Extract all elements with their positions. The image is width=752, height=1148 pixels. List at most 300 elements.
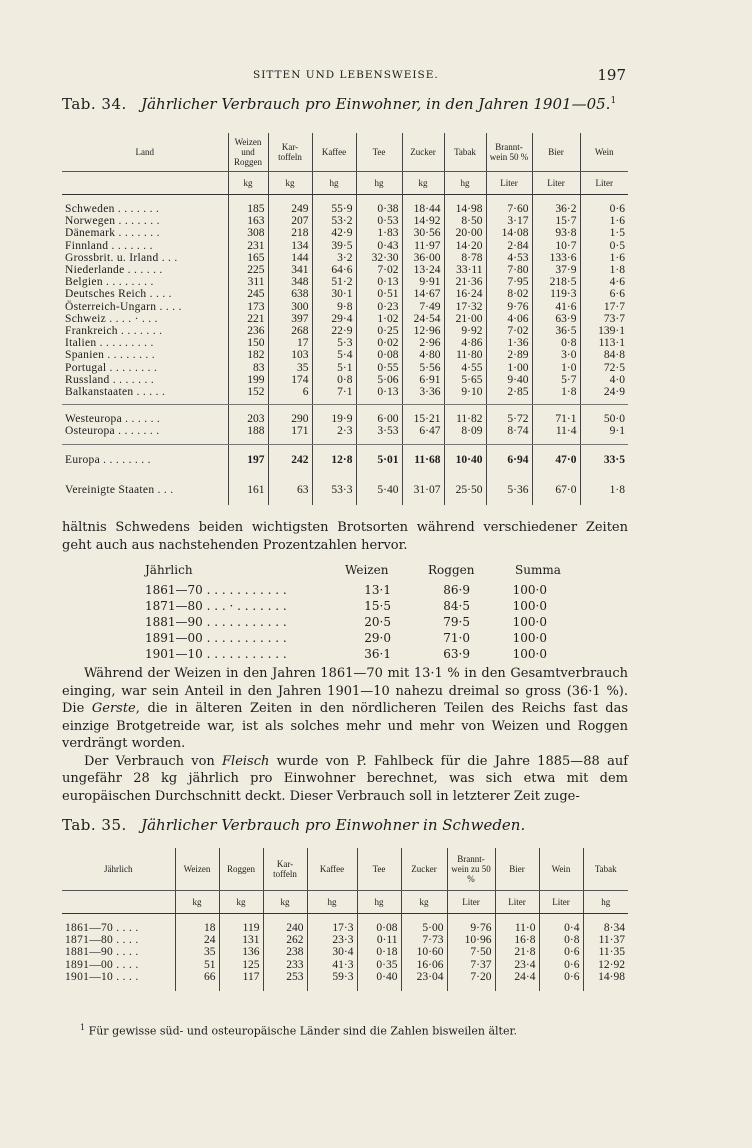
table34-cell: 5·1 <box>312 362 356 374</box>
table34-label: Spanien . . . . . . . . <box>65 349 155 362</box>
table35-unit: kg <box>175 891 219 914</box>
percent-value: 86·9 <box>443 583 470 597</box>
table35-cell: 17·3 <box>307 922 357 934</box>
table35-label: 1891—00 . . . . <box>65 958 139 971</box>
table34-cell: 16·24 <box>444 288 486 300</box>
table35-cell: 238 <box>263 946 307 958</box>
table34-cell: 2·84 <box>486 240 532 252</box>
table34-cell: 225 <box>228 264 268 276</box>
table34-caption <box>62 95 616 113</box>
table34-usa-cell: 25·50 <box>444 475 486 505</box>
table34-group-cell: 3·53 <box>356 425 402 437</box>
footnote <box>80 1023 517 1038</box>
table34-title: Jährlicher Verbrauch pro Einwohner, in den Jahren 1901—05. <box>141 95 611 113</box>
table34-group-cell: 15·21 <box>402 413 444 425</box>
table34-cell: 55·9 <box>312 203 356 215</box>
percent-value: 63·9 <box>443 647 470 661</box>
table34-cell: 32·30 <box>356 252 402 264</box>
table35-header-col: Tabak <box>583 848 628 891</box>
table35-cell: 23·4 <box>495 959 539 971</box>
percent-value: 100·0 <box>512 615 547 629</box>
table34-cell: 207 <box>268 215 312 227</box>
table34-unit: Liter <box>532 172 580 195</box>
table35-cell: 7·37 <box>447 959 495 971</box>
table34-header-col: Weizen und Roggen <box>228 133 268 172</box>
table34-cell: 300 <box>268 301 312 313</box>
table34-cell: 18·44 <box>402 203 444 215</box>
table34-cell: 1·5 <box>580 227 628 239</box>
percent-value: 20·5 <box>364 615 391 629</box>
table35-cell: 51 <box>175 959 219 971</box>
footnote-text: Für gewisse süd- und osteuropäische Länder sind die Zahlen bisweilen älter. <box>88 1024 518 1038</box>
table34-cell: 7·95 <box>486 276 532 288</box>
table34-cell: 1·36 <box>486 337 532 349</box>
table35-cell: 23·3 <box>307 934 357 946</box>
table35-row <box>62 922 628 934</box>
table35-units-blank <box>62 891 175 914</box>
table34-group-cell: 8·09 <box>444 425 486 437</box>
table34-header-col: Brannt- wein 50 % <box>486 133 532 172</box>
paragraph-4-b: wurde von P. Fahlbeck für die Jahre 1885—88 auf ungefähr 28 kg jährlich pro Einwohner berechnet, was sich etwa mit dem europäischen Durchschnitt deckt. Dieser Verbrauch soll in letzterer Zeit zuge- <box>62 753 628 804</box>
percent-value: 29·0 <box>364 631 391 645</box>
table34-group-cell: 6·00 <box>356 413 402 425</box>
table34-usa-cell: 31·07 <box>402 475 444 505</box>
table34-cell: 22·9 <box>312 325 356 337</box>
table34-cell: 9·40 <box>486 374 532 386</box>
table34-cell: 14·20 <box>444 240 486 252</box>
table35-cell: 24 <box>175 934 219 946</box>
table34-cell: 0·8 <box>312 374 356 386</box>
table34-row <box>62 337 628 349</box>
table34-unit: kg <box>228 172 268 195</box>
table34-unit: hg <box>312 172 356 195</box>
table34-cell: 4·06 <box>486 313 532 325</box>
table35-label: 1871—80 . . . . <box>65 934 139 947</box>
table35-unit: hg <box>307 891 357 914</box>
table35-cell: 0·35 <box>357 959 401 971</box>
table34-europa-cell: 197 <box>228 444 268 475</box>
table35-cell: 14·98 <box>583 971 628 983</box>
table34-label: Schweden . . . . . . . <box>65 203 160 215</box>
table34-cell: 11·97 <box>402 240 444 252</box>
table34-cell: 84·8 <box>580 349 628 361</box>
table35-header-col: Bier <box>495 848 539 891</box>
paragraph-2-a: Während der Weizen in den Jahren 1861—70 mit 13·1 % in den Gesamtverbrauch einging, war sein Anteil in den Jahren 1901—10 nahezu dreimal so gross (36·1 %). <box>62 666 628 699</box>
table35-cell: 7·73 <box>401 934 447 946</box>
table34-cell: 9·8 <box>312 301 356 313</box>
table34-cell: 63·9 <box>532 313 580 325</box>
table34-usa-cell: 5·40 <box>356 475 402 505</box>
table34-europa-cell: 33·5 <box>580 444 628 475</box>
table34-usa-cell: 53·3 <box>312 475 356 505</box>
table35-title: Jährlicher Verbrauch pro Einwohner in Schweden. <box>141 816 526 834</box>
table34-cell: 3·36 <box>402 386 444 398</box>
percent-header-summa: Summa <box>515 563 561 577</box>
paragraph-3-emphasis: Gerste <box>91 701 136 716</box>
table35-header-row <box>62 848 628 891</box>
table34-cell: 73·7 <box>580 313 628 325</box>
table34-usa-cell: 5·36 <box>486 475 532 505</box>
table35-cell: 18 <box>175 922 219 934</box>
table34-group-label: Westeuropa . . . . . . <box>65 413 161 426</box>
table34-row <box>62 240 628 252</box>
table34-cell: 0·08 <box>356 349 402 361</box>
percent-value: 79·5 <box>443 615 470 629</box>
table34-cell: 0·13 <box>356 386 402 398</box>
table34-cell: 5·06 <box>356 374 402 386</box>
table-spacer <box>62 914 628 923</box>
table35-cell: 0·18 <box>357 946 401 958</box>
table35-header-col: Kaffee <box>307 848 357 891</box>
running-head-title: SITTEN UND LEBENSWEISE. <box>253 69 439 81</box>
table35-cell: 35 <box>175 946 219 958</box>
table35-header-col: Tee <box>357 848 401 891</box>
table34-usa-cell: 67·0 <box>532 475 580 505</box>
table35-unit: Liter <box>495 891 539 914</box>
table34-units-row <box>62 172 628 195</box>
table34-cell: 133·6 <box>532 252 580 264</box>
table34-header-land: Land <box>62 133 228 172</box>
table34-label: Italien . . . . . . . . . <box>65 337 154 350</box>
percent-value: 100·0 <box>512 599 547 613</box>
table34-cell: 42·9 <box>312 227 356 239</box>
table34-label: Tab. 34. <box>62 95 127 113</box>
table34-cell: 5·3 <box>312 337 356 349</box>
table34-unit: Liter <box>580 172 628 195</box>
table34-cell: 51·2 <box>312 276 356 288</box>
table34-cell: 1·02 <box>356 313 402 325</box>
table34-group-cell: 188 <box>228 425 268 437</box>
table34-europa-cell: 11·68 <box>402 444 444 475</box>
table34-cell: 9·10 <box>444 386 486 398</box>
table34-cell: 348 <box>268 276 312 288</box>
table34-cell: 12·96 <box>402 325 444 337</box>
table34-europa-cell: 5·01 <box>356 444 402 475</box>
percent-table <box>145 562 565 662</box>
table35-cell: 131 <box>219 934 263 946</box>
table35-unit: hg <box>357 891 401 914</box>
table34-header-row <box>62 133 628 172</box>
table34-cell: 24·9 <box>580 386 628 398</box>
paragraph-1 <box>62 519 628 554</box>
table34-row <box>62 301 628 313</box>
table35-cell: 59·3 <box>307 971 357 983</box>
table34-cell: 218·5 <box>532 276 580 288</box>
table34-cell: 268 <box>268 325 312 337</box>
table35-cell: 24·4 <box>495 971 539 983</box>
table34-cell: 4·53 <box>486 252 532 264</box>
table34-row <box>62 288 628 300</box>
table34-cell: 199 <box>228 374 268 386</box>
table34-cell: 0·23 <box>356 301 402 313</box>
table35-cell: 10·60 <box>401 946 447 958</box>
percent-value: 84·5 <box>443 599 470 613</box>
table35-cell: 8·34 <box>583 922 628 934</box>
table35-cell: 0·4 <box>539 922 583 934</box>
table34-cell: 17·32 <box>444 301 486 313</box>
table34-cell: 0·13 <box>356 276 402 288</box>
table34-cell: 3·17 <box>486 215 532 227</box>
table35-cell: 117 <box>219 971 263 983</box>
table34-cell: 0·25 <box>356 325 402 337</box>
table34-cell: 4·86 <box>444 337 486 349</box>
table34-cell: 17·7 <box>580 301 628 313</box>
table35-cell: 233 <box>263 959 307 971</box>
table35-cell: 12·92 <box>583 959 628 971</box>
table34-cell: 103 <box>268 349 312 361</box>
table34-europa-label: Europa . . . . . . . . <box>65 453 151 466</box>
percent-value: 100·0 <box>512 647 547 661</box>
table34-cell: 221 <box>228 313 268 325</box>
table35-header-col: Wein <box>539 848 583 891</box>
table35-cell: 0·11 <box>357 934 401 946</box>
table34-usa-cell: 63 <box>268 475 312 505</box>
table35-header-col: Weizen <box>175 848 219 891</box>
table34-cell: 0·53 <box>356 215 402 227</box>
table35-label: Tab. 35. <box>62 816 127 834</box>
paragraph-1-text: hältnis Schwedens beiden wichtigsten Brotsorten während verschiedener Zeiten geht auch aus nachstehenden Prozentzahlen hervor. <box>62 520 628 553</box>
table34-group-cell: 203 <box>228 413 268 425</box>
table35-cell: 30·4 <box>307 946 357 958</box>
table34-cell: 36·5 <box>532 325 580 337</box>
table34-cell: 21·36 <box>444 276 486 288</box>
table34-cell: 218 <box>268 227 312 239</box>
table35-cell: 7·50 <box>447 946 495 958</box>
table34-group-cell: 6·47 <box>402 425 444 437</box>
percent-period: 1871—80 . . . · . . . . . . . <box>145 599 287 613</box>
table34-header-col: Zucker <box>402 133 444 172</box>
table34-cell: 173 <box>228 301 268 313</box>
table34-cell: 236 <box>228 325 268 337</box>
table34-group-cell: 290 <box>268 413 312 425</box>
table34-row <box>62 264 628 276</box>
table35-row <box>62 946 628 958</box>
table35-cell: 9·76 <box>447 922 495 934</box>
table35-unit: kg <box>263 891 307 914</box>
table34-cell: 33·11 <box>444 264 486 276</box>
paragraph-4-a: Der Verbrauch von <box>84 753 223 769</box>
table34-cell: 14·67 <box>402 288 444 300</box>
table34-row <box>62 349 628 361</box>
table35-row <box>62 959 628 971</box>
table34-cell: 11·80 <box>444 349 486 361</box>
table34-cell: 245 <box>228 288 268 300</box>
table35-cell: 16·06 <box>401 959 447 971</box>
percent-value: 15·5 <box>364 599 391 613</box>
table-spacer <box>62 195 628 204</box>
percent-header-roggen: Roggen <box>428 563 475 577</box>
table34-cell: 9·76 <box>486 301 532 313</box>
table35-cell: 16·8 <box>495 934 539 946</box>
table34-group-cell: 5·72 <box>486 413 532 425</box>
table34-cell: 397 <box>268 313 312 325</box>
table34-header-col: Wein <box>580 133 628 172</box>
table34-cell: 5·65 <box>444 374 486 386</box>
table34-cell: 15·7 <box>532 215 580 227</box>
table34-cell: 30·56 <box>402 227 444 239</box>
table35-cell: 0·08 <box>357 922 401 934</box>
table34-cell: 7·80 <box>486 264 532 276</box>
table34 <box>62 133 628 505</box>
table34-cell: 6 <box>268 386 312 398</box>
table34-usa-label: Vereinigte Staaten . . . <box>65 483 174 496</box>
percent-table-body <box>145 582 565 662</box>
table34-row <box>62 252 628 264</box>
table34-usa-row <box>62 475 628 505</box>
table34-cell: 308 <box>228 227 268 239</box>
table34-cell: 39·5 <box>312 240 356 252</box>
table34-cell: 93·8 <box>532 227 580 239</box>
table35-cell: 0·6 <box>539 971 583 983</box>
table34-cell: 144 <box>268 252 312 264</box>
table34-label: Deutsches Reich . . . . <box>65 288 172 301</box>
table34-unit: kg <box>402 172 444 195</box>
table34-group-cell: 8·74 <box>486 425 532 437</box>
table35-cell: 0·40 <box>357 971 401 983</box>
table34-label: Österreich-Ungarn . . . . <box>65 300 182 313</box>
table34-cell: 1·83 <box>356 227 402 239</box>
percent-row <box>145 582 565 598</box>
table34-usa-cell: 1·8 <box>580 475 628 505</box>
percent-value: 100·0 <box>512 583 547 597</box>
table34-cell: 8·50 <box>444 215 486 227</box>
table35-cell: 10·96 <box>447 934 495 946</box>
table34-label: Balkanstaaten . . . . . <box>65 386 166 399</box>
table34-cell: 21·00 <box>444 313 486 325</box>
paragraph-2-text <box>62 665 628 753</box>
table34-row <box>62 276 628 288</box>
table34-group-label: Osteuropa . . . . . . . <box>65 425 160 438</box>
table34-europa-cell: 47·0 <box>532 444 580 475</box>
paragraph-4-emphasis: Fleisch <box>222 753 270 769</box>
table34-europa-cell: 10·40 <box>444 444 486 475</box>
table35-cell: 136 <box>219 946 263 958</box>
table34-cell: 4·6 <box>580 276 628 288</box>
table34-cell: 249 <box>268 203 312 215</box>
table34-row <box>62 215 628 227</box>
table35-cell: 119 <box>219 922 263 934</box>
table35-cell: 11·37 <box>583 934 628 946</box>
table34-label: Niederlande . . . . . . <box>65 264 163 277</box>
table34-cell: 41·6 <box>532 301 580 313</box>
table34-cell: 0·51 <box>356 288 402 300</box>
table34-cell: 1·00 <box>486 362 532 374</box>
table35-cell: 66 <box>175 971 219 983</box>
table34-cell: 14·08 <box>486 227 532 239</box>
table34-cell: 2·89 <box>486 349 532 361</box>
table34-cell: 36·2 <box>532 203 580 215</box>
table34-cell: 0·02 <box>356 337 402 349</box>
percent-period: 1891—00 . . . . . . . . . . . <box>145 631 287 645</box>
table35-header-col: Roggen <box>219 848 263 891</box>
percent-value: 13·1 <box>364 583 391 597</box>
table35-header-col: Brannt- wein zu 50 % <box>447 848 495 891</box>
table34-cell: 150 <box>228 337 268 349</box>
table34-row <box>62 362 628 374</box>
table34-cell: 174 <box>268 374 312 386</box>
percent-period: 1901—10 . . . . . . . . . . . <box>145 647 287 661</box>
table34-cell: 6·6 <box>580 288 628 300</box>
table34-cell: 2·96 <box>402 337 444 349</box>
percent-period: 1881—90 . . . . . . . . . . . <box>145 615 287 629</box>
percent-row <box>145 614 565 630</box>
table34-group-cell: 9·1 <box>580 425 628 437</box>
table34-group-cell: 11·82 <box>444 413 486 425</box>
footnote-mark: 1 <box>80 1023 86 1032</box>
table34-cell: 1·8 <box>580 264 628 276</box>
percent-table-header <box>145 562 565 578</box>
table34-cell: 185 <box>228 203 268 215</box>
table34-label: Belgien . . . . . . . . <box>65 276 154 289</box>
table34-label: Dänemark . . . . . . . <box>65 227 160 240</box>
table35-cell: 0·8 <box>539 934 583 946</box>
table34-label: Russland . . . . . . . <box>65 373 155 386</box>
table35-unit: kg <box>401 891 447 914</box>
table34-cell: 3·2 <box>312 252 356 264</box>
page-number: 197 <box>597 66 626 84</box>
table34-unit: Liter <box>486 172 532 195</box>
table34-cell: 4·80 <box>402 349 444 361</box>
table34-usa-cell: 161 <box>228 475 268 505</box>
table34-cell: 139·1 <box>580 325 628 337</box>
table34-header-col: Bier <box>532 133 580 172</box>
table34-cell: 36·00 <box>402 252 444 264</box>
paragraph-3-a: Die <box>62 701 92 716</box>
table34-cell: 5·7 <box>532 374 580 386</box>
table34-cell: 7·02 <box>486 325 532 337</box>
table34-row <box>62 374 628 386</box>
percent-row <box>145 646 565 662</box>
table35-row <box>62 934 628 946</box>
table34-cell: 119·3 <box>532 288 580 300</box>
table34-cell: 24·54 <box>402 313 444 325</box>
table34-cell: 8·78 <box>444 252 486 264</box>
table34-cell: 152 <box>228 386 268 398</box>
table34-cell: 165 <box>228 252 268 264</box>
table34-cell: 638 <box>268 288 312 300</box>
table35-unit: Liter <box>539 891 583 914</box>
table34-cell: 0·43 <box>356 240 402 252</box>
table34-cell: 4·55 <box>444 362 486 374</box>
table34-cell: 1·8 <box>532 386 580 398</box>
table34-group-cell: 50·0 <box>580 413 628 425</box>
table34-row <box>62 325 628 337</box>
table34-cell: 231 <box>228 240 268 252</box>
table35-header-first: Jährlich <box>62 848 175 891</box>
percent-row <box>145 598 565 614</box>
table34-label: Frankreich . . . . . . . <box>65 325 163 338</box>
table34-cell: 3·0 <box>532 349 580 361</box>
table-spacer <box>62 405 628 414</box>
table34-cell: 0·38 <box>356 203 402 215</box>
table34-label: Grossbrit. u. Irland . . . <box>65 251 178 264</box>
table34-group-cell: 19·9 <box>312 413 356 425</box>
table34-cell: 2·85 <box>486 386 532 398</box>
table34-cell: 7·02 <box>356 264 402 276</box>
table34-cell: 163 <box>228 215 268 227</box>
table34-cell: 0·6 <box>580 203 628 215</box>
table34-unit: kg <box>268 172 312 195</box>
table35-cell: 21·8 <box>495 946 539 958</box>
table35-body <box>62 914 628 992</box>
table35-cell: 11·0 <box>495 922 539 934</box>
table34-cell: 17 <box>268 337 312 349</box>
table35-cell: 5·00 <box>401 922 447 934</box>
table34-europa-cell: 242 <box>268 444 312 475</box>
table35-unit: kg <box>219 891 263 914</box>
table35-cell: 125 <box>219 959 263 971</box>
paragraph-4-text <box>62 753 628 806</box>
